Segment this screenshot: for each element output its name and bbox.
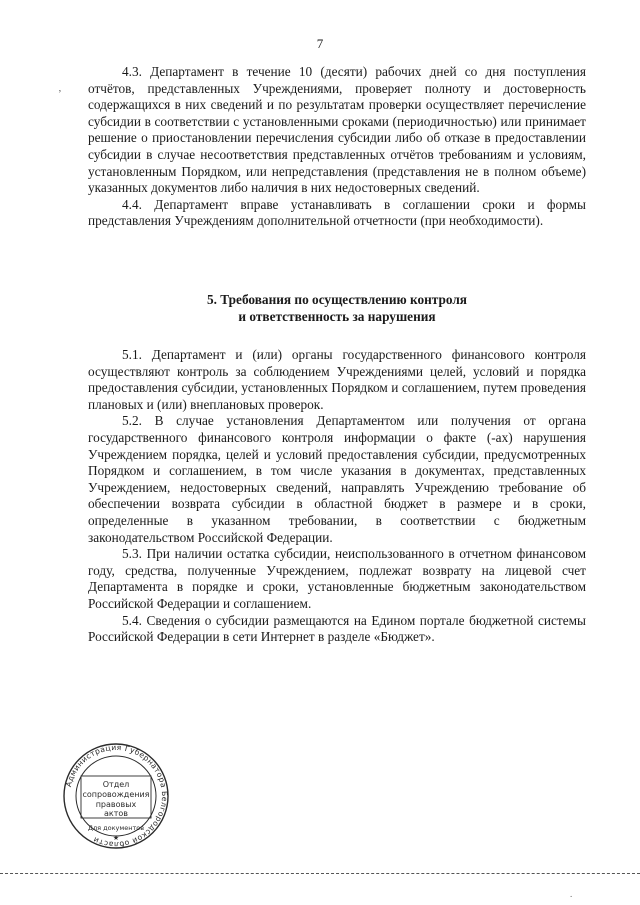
footer-divider (0, 873, 640, 874)
official-stamp (62, 742, 170, 850)
paragraph-4-4: 4.4. Департамент вправе устанавливать в соглашении сроки и формы представления Учреждениям дополнительной отчетности (при необходимости). (88, 196, 586, 229)
footer-mark: . (570, 889, 573, 899)
paragraph-5-2: 5.2. В случае установления Департаментом или получения от органа государственного финансового контроля информации о факте (-ах) нарушения Учреждением порядка, целей и условий предоставления субсидии, предусмотренных Порядком и соглашением, в том числе указания в документах, представленных Учреждением, недостоверных сведений, направлять Учреждению требование об обеспечении возврата субсидии в областной бюджет в размере и в сроки, определенные в указанном требовании, в соответствии с бюджетным законодательством Российской Федерации. (88, 413, 586, 545)
star-icon: ★ (112, 834, 120, 842)
stamp-line1: Отдел (102, 780, 130, 789)
page-number: 7 (316, 36, 324, 51)
stamp-bottom-text: Для документов (87, 824, 145, 832)
section-heading-line2: и ответственность за нарушения (238, 308, 436, 324)
text-block-bottom (88, 347, 586, 646)
paragraph-4-3: 4.3. Департамент в течение 10 (десяти) рабочих дней со дня поступления отчётов, представленных Учреждениями, проверяет полноту и достоверность содержащихся в них сведений и по результатам проверки осуществляет перечисление субсидии в соответствии с установленными сроками (периодичностью) или принимает решение о приостановлении перечисления субсидии либо об отказе в предоставлении субсидии в случае несоответствия представленных отчётов требованиям и условиям, установленным Порядком, или непредставления (представления не в полном объеме) указанных документов либо наличия в них недостоверных сведений. (88, 64, 586, 196)
text-block-top (88, 64, 586, 230)
paragraph-5-3: 5.3. При наличии остатка субсидии, неиспользованного в отчетном финансовом году, средства, полученные Учреждением, подлежат возврату на лицевой счет Департамента в порядке и сроки, установленные бюджетным законодательством Российской Федерации и соглашением. (88, 546, 586, 611)
stamp-line2: сопровождения (82, 790, 150, 799)
paragraph-5-4: 5.4. Сведения о субсидии размещаются на Едином портале бюджетной системы Российской Федерации в сети Интернет в разделе «Бюджет». (88, 612, 586, 645)
section-heading-line1: 5. Требования по осуществлению контроля (207, 292, 467, 307)
section-heading (88, 292, 586, 325)
paragraph-5-1: 5.1. Департамент и (или) органы государственного финансового контроля осуществляют контроль за соблюдением Учреждениями целей, условий и порядка предоставления субсидии, установленных Порядком и соглашением, путем проведения плановых и (или) внеплановых проверок. (88, 347, 586, 412)
margin-mark: ʼ (58, 88, 62, 100)
stamp-line3: правовых (95, 800, 137, 809)
stamp-line4: актов (103, 809, 129, 818)
stamp-outer-text: Администрация Губернатора Белгородской области (63, 742, 170, 850)
